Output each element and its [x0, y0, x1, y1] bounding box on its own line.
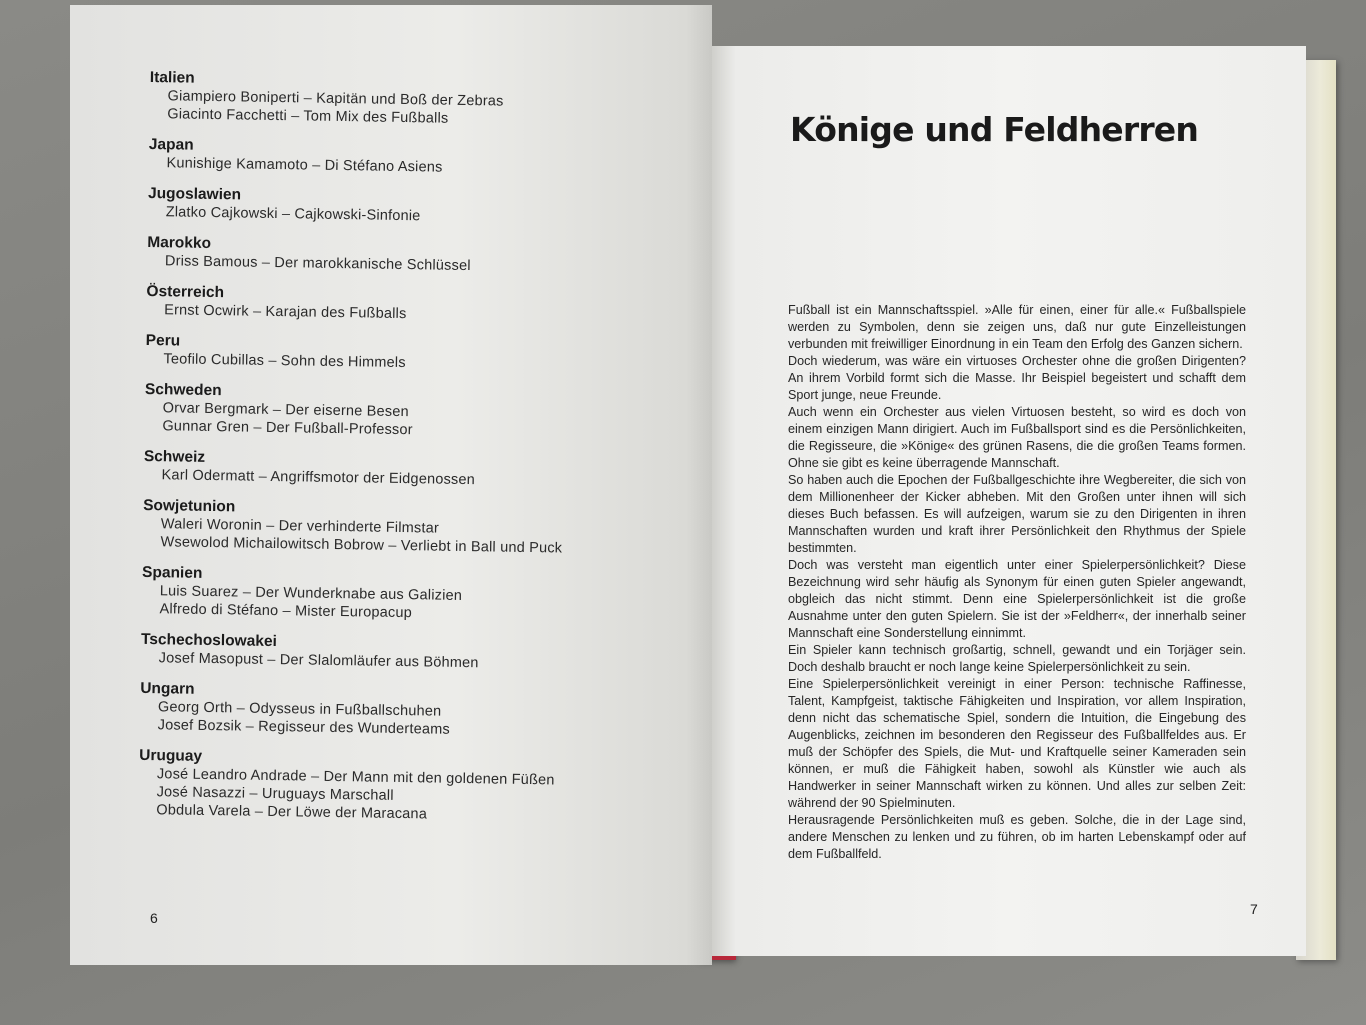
country-name: Schweiz [143, 447, 206, 466]
player-entry: Giacinto Facchetti – Tom Mix des Fußballs [167, 106, 449, 127]
player-entry: Gunnar Gren – Der Fußball-Professor [162, 418, 413, 439]
country-block [141, 631, 561, 674]
body-paragraph: Doch was versteht man eigentlich unter einer Spielerpersönlichkeit? Diese Bezeichnung wird sehr häufig als Synonym für einen guten Spieler angewandt, obgleich das nicht stimmt. Denn eine Spielerpersönlichkeit ist die große Ausnahme unter den guten Spielern. Sie ist der »Feldherr«, der innerhalb seiner Mannschaft eine Sonderstellung einnimmt. [788, 558, 1246, 640]
body-paragraph: Herausragende Persönlichkeiten muß es geben. Solche, die in der Lage sind, andere Menschen zu lenken und zu führen, ob im harten Lebenskampf oder auf dem Fußballfeld. [788, 813, 1246, 861]
page-number-left: 6 [150, 910, 158, 926]
country-block [149, 69, 569, 130]
body-paragraph: Eine Spielerpersönlichkeit vereinigt in einer Person: technische Raffinesse, Talent, Kampfgeist, taktische Fähigkeiten und Inspiration, vor allem Inspiration, denn nicht das schematische Spiel, sondern die Intuition, die Eingebung des Augenblicks, zeichnen im besonderen den Regisseur des Fußballfeldes aus. Er muß der Schöpfer des Spiels, die Mut- und Kraftquelle seiner Kameraden sein können, er muß die Fähigkeit haben, sowohl als Künstler wie auch als Handwerker in seiner Mannschaft wirken zu können. Und alles zur selben Zeit: während der 90 Spielminuten. [788, 677, 1246, 810]
body-paragraph: Auch wenn ein Orchester aus vielen Virtuosen besteht, so wird es doch von einem einzigen Mann dirigiert. Auch im Fußballsport sind es die Persönlichkeiten, die Regisseure, die »Könige« des grünen Rasens, die die großen Teams formen. Ohne sie gibt es keine überragende Mannschaft. [788, 405, 1246, 470]
country-block [140, 680, 560, 741]
country-block [146, 283, 566, 326]
player-entry: Driss Bamous – Der marokkanische Schlüssel [164, 253, 471, 275]
player-entry: Orvar Bergmark – Der eiserne Besen [162, 400, 409, 421]
body-paragraph: Ein Spieler kann technisch großartig, schnell, gewandt und ein Torjäger sein. Doch deshalb braucht er noch lange keine Spielerpersönlichkeit zu sein. [788, 643, 1246, 674]
country-name: Marokko [147, 233, 212, 252]
country-name: Peru [145, 331, 181, 350]
player-entry: Waleri Woronin – Der verhinderte Filmstar [160, 516, 440, 537]
country-block [141, 564, 561, 625]
country-name: Tschechoslowakei [140, 630, 277, 651]
player-entry: Luis Suarez – Der Wunderknabe aus Galizien [159, 583, 463, 604]
player-entry: Obdula Varela – Der Löwe der Maracana [156, 802, 428, 823]
country-name: Sowjetunion [143, 496, 236, 516]
country-name: Ungarn [140, 679, 195, 698]
player-entry: Zlatko Cajkowski – Cajkowski-Sinfonie [165, 204, 421, 225]
player-entry: Giampiero Boniperti – Kapitän und Boß der Zebras [167, 88, 504, 110]
country-block [148, 136, 568, 179]
country-name: Schweden [144, 380, 222, 400]
country-block [138, 747, 559, 826]
player-entry: Wsewolod Michailowitsch Bobrow – Verliebt in Ball und Puck [160, 534, 563, 557]
player-entry: Alfredo di Stéfano – Mister Europacup [159, 601, 413, 622]
player-entry: José Leandro Andrade – Der Mann mit den goldenen Füßen [156, 766, 555, 789]
country-block [142, 497, 562, 558]
body-paragraph: Fußball ist ein Mannschaftsspiel. »Alle für einen, einer für alle.« Fußballspiele werden zu Symbolen, denn sie zeigen uns, daß nur gute Einzelleistungen verbunden mit freiwilliger Einordnung in ein Team den Erfolg des Ganzen sichern. [788, 303, 1246, 351]
country-name: Jugoslawien [147, 184, 242, 204]
player-entry: Teofilo Cubillas – Sohn des Himmels [163, 351, 406, 372]
country-name: Japan [148, 135, 194, 154]
left-page [70, 5, 712, 965]
country-name: Uruguay [139, 746, 203, 765]
page-number-right: 7 [1250, 901, 1258, 917]
country-name: Österreich [146, 282, 225, 302]
country-name: Italien [149, 69, 195, 87]
country-block [147, 234, 567, 277]
right-page [712, 46, 1306, 956]
player-entry: Karl Odermatt – Angriffsmotor der Eidgenossen [161, 467, 476, 489]
country-name: Spanien [141, 563, 203, 582]
player-entry: Josef Bozsik – Regisseur des Wunderteams [157, 717, 451, 738]
country-block [143, 448, 563, 491]
player-entry: José Nasazzi – Uruguays Marschall [156, 784, 394, 804]
player-entry: Georg Orth – Odysseus in Fußballschuhen [157, 699, 442, 720]
player-entry: Ernst Ocwirk – Karajan des Fußballs [164, 302, 407, 323]
country-block [145, 332, 565, 375]
chapter-title: Könige und Feldherren [790, 110, 1199, 149]
player-entry: Josef Masopust – Der Slalomläufer aus Böhmen [158, 650, 479, 672]
chapter-body [788, 302, 1246, 863]
country-block [148, 185, 568, 228]
country-block [144, 381, 564, 442]
body-paragraph: Doch wiederum, was wäre ein virtuoses Orchester ohne die großen Dirigenten? An ihrem Vorbild formt sich die Masse. Ihr Beispiel begeistert und schafft dem Sport junge, neue Freunde. [788, 354, 1246, 402]
player-entry: Kunishige Kamamoto – Di Stéfano Asiens [166, 155, 443, 176]
country-player-list [138, 69, 569, 825]
body-paragraph: So haben auch die Epochen der Fußballgeschichte ihre Wegbereiter, die sich von dem Millionenheer der Kicker abheben. Mit den Großen unter ihnen will sich dieses Buch befassen. Es will aufzeigen, warum sie zu den Dirigenten in ihren Mannschaften wurden und kraft ihrer Persönlichkeit den Rhythmus der Spiele bestimmten. [788, 473, 1246, 555]
